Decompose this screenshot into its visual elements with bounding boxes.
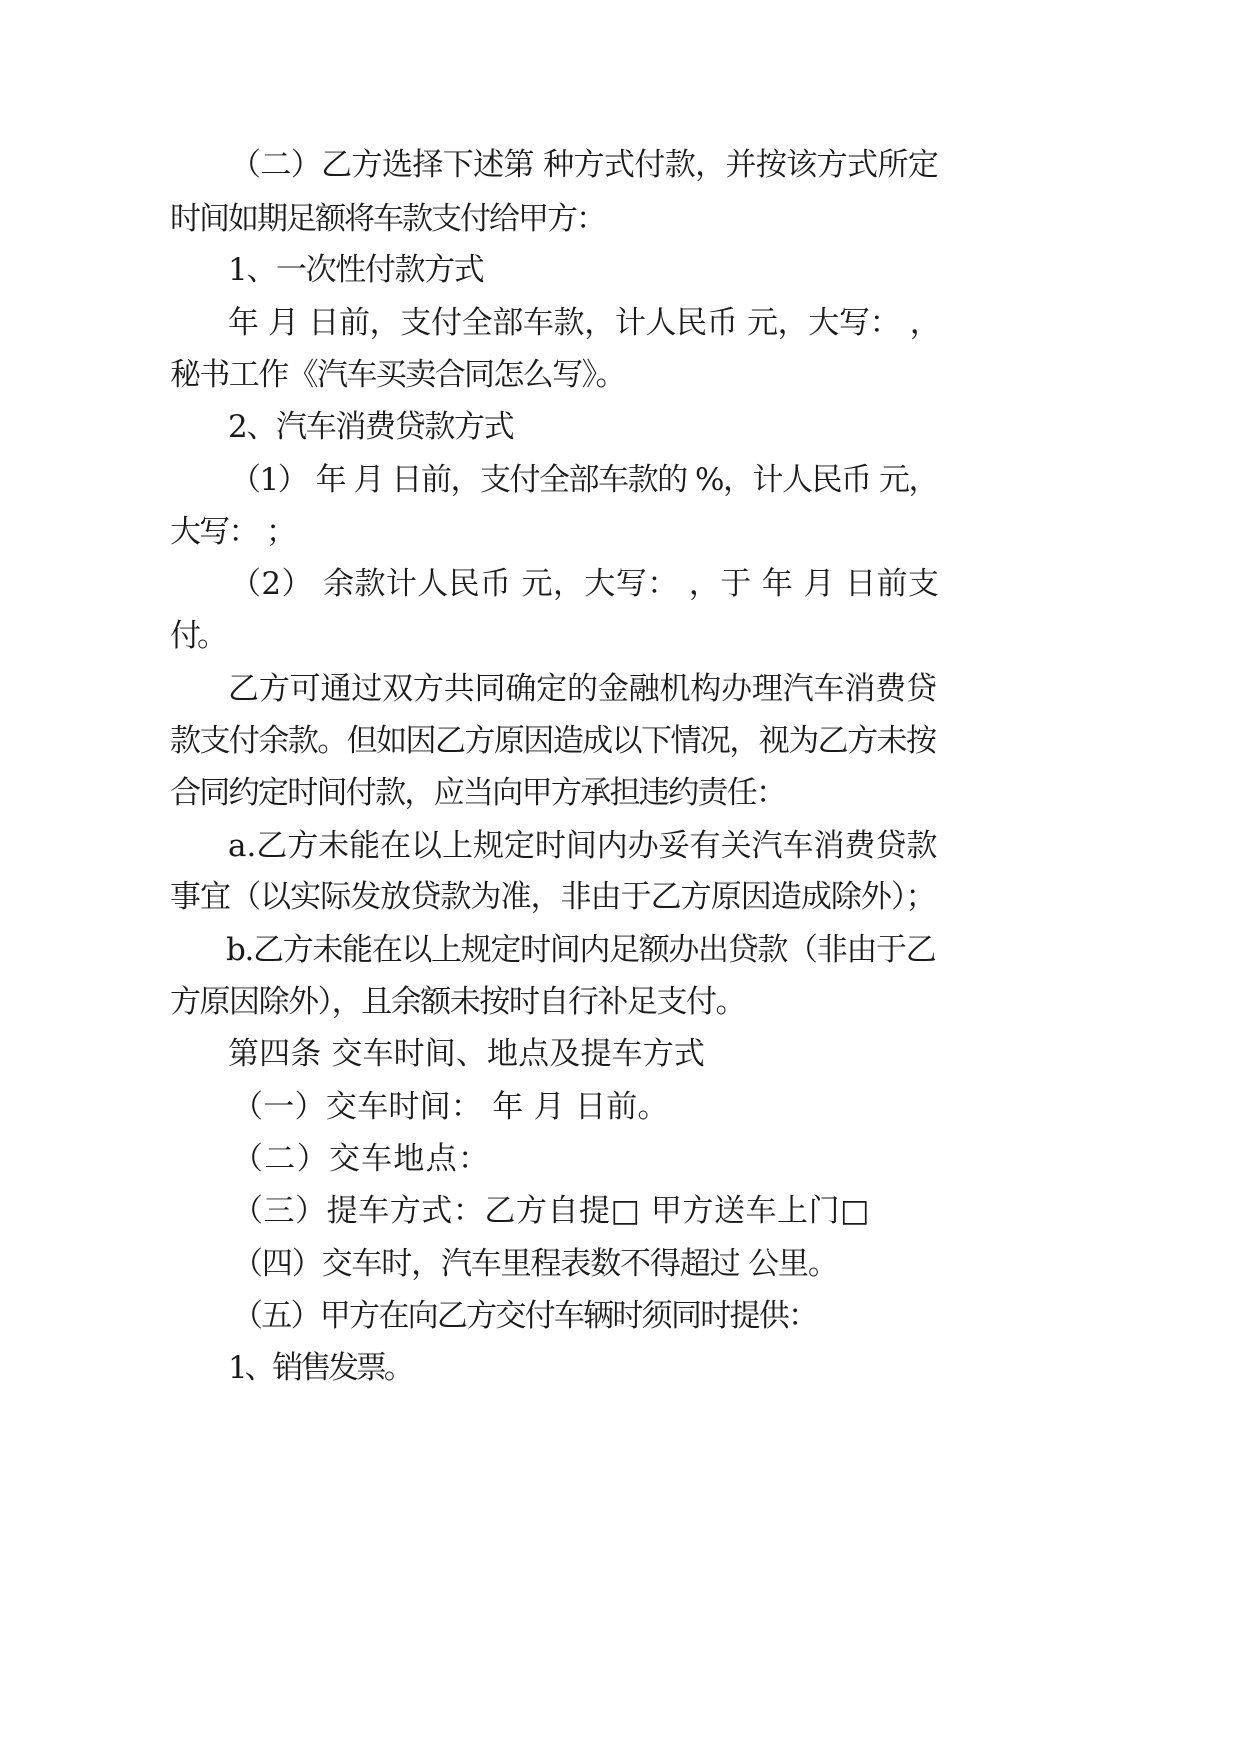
text-line: （2） 余款计人民币 元，大写： ，于 年 月 日前支 [230,566,940,602]
text-line: 时间如期足额将车款支付给甲方： [170,201,605,237]
text-line: 1、销售发票。 [228,1350,412,1386]
text-line: 方原因除外），且余额未按时自行补足支付。 [170,984,746,1020]
text-line: 事宜（以实际发放贷款为准，非由于乙方原因造成除外）； [170,879,936,915]
text-line: （二）交车地点： [232,1141,491,1177]
text-line: （1） 年 月 日前，支付全部车款的 %，计人民币 元， [230,462,938,498]
text-line: 1、一次性付款方式 [228,252,484,288]
text-line: 秘书工作《汽车买卖合同怎么写》。 [170,357,625,393]
text-line: 大写： ； [170,514,296,550]
text-line: （三）提车方式：乙方自提□ 甲方送车上门□ [232,1193,870,1229]
text-line: （五）甲方在向乙方交付车辆时须同时提供： [232,1298,818,1334]
text-line: 乙方可通过双方共同确定的金融机构办理汽车消费贷 [228,671,937,707]
text-line: 款支付余款。但如因乙方原因造成以下情况，视为乙方未按 [170,723,936,759]
text-line: 付。 [170,618,224,654]
text-line: （一）交车时间： 年 月 日前。 [232,1089,669,1125]
section-heading: 第四条 交车时间、地点及提车方式 [228,1036,705,1072]
text-line: 2、汽车消费贷款方式 [228,409,514,445]
text-line: （二）乙方选择下述第 种方式付款，并按该方式所定 [230,147,939,183]
text-line: a.乙方未能在以上规定时间内办妥有关汽车消费贷款 [228,828,938,864]
text-line: b.乙方未能在以上规定时间内足额办出贷款（非由于乙 [226,932,936,968]
text-line: 年 月 日前，支付全部车款，计人民币 元，大写： ， [228,305,941,341]
text-line: 合同约定时间付款，应当向甲方承担违约责任： [170,775,786,811]
text-line: （四）交车时，汽车里程表数不得超过 公里。 [232,1246,838,1282]
